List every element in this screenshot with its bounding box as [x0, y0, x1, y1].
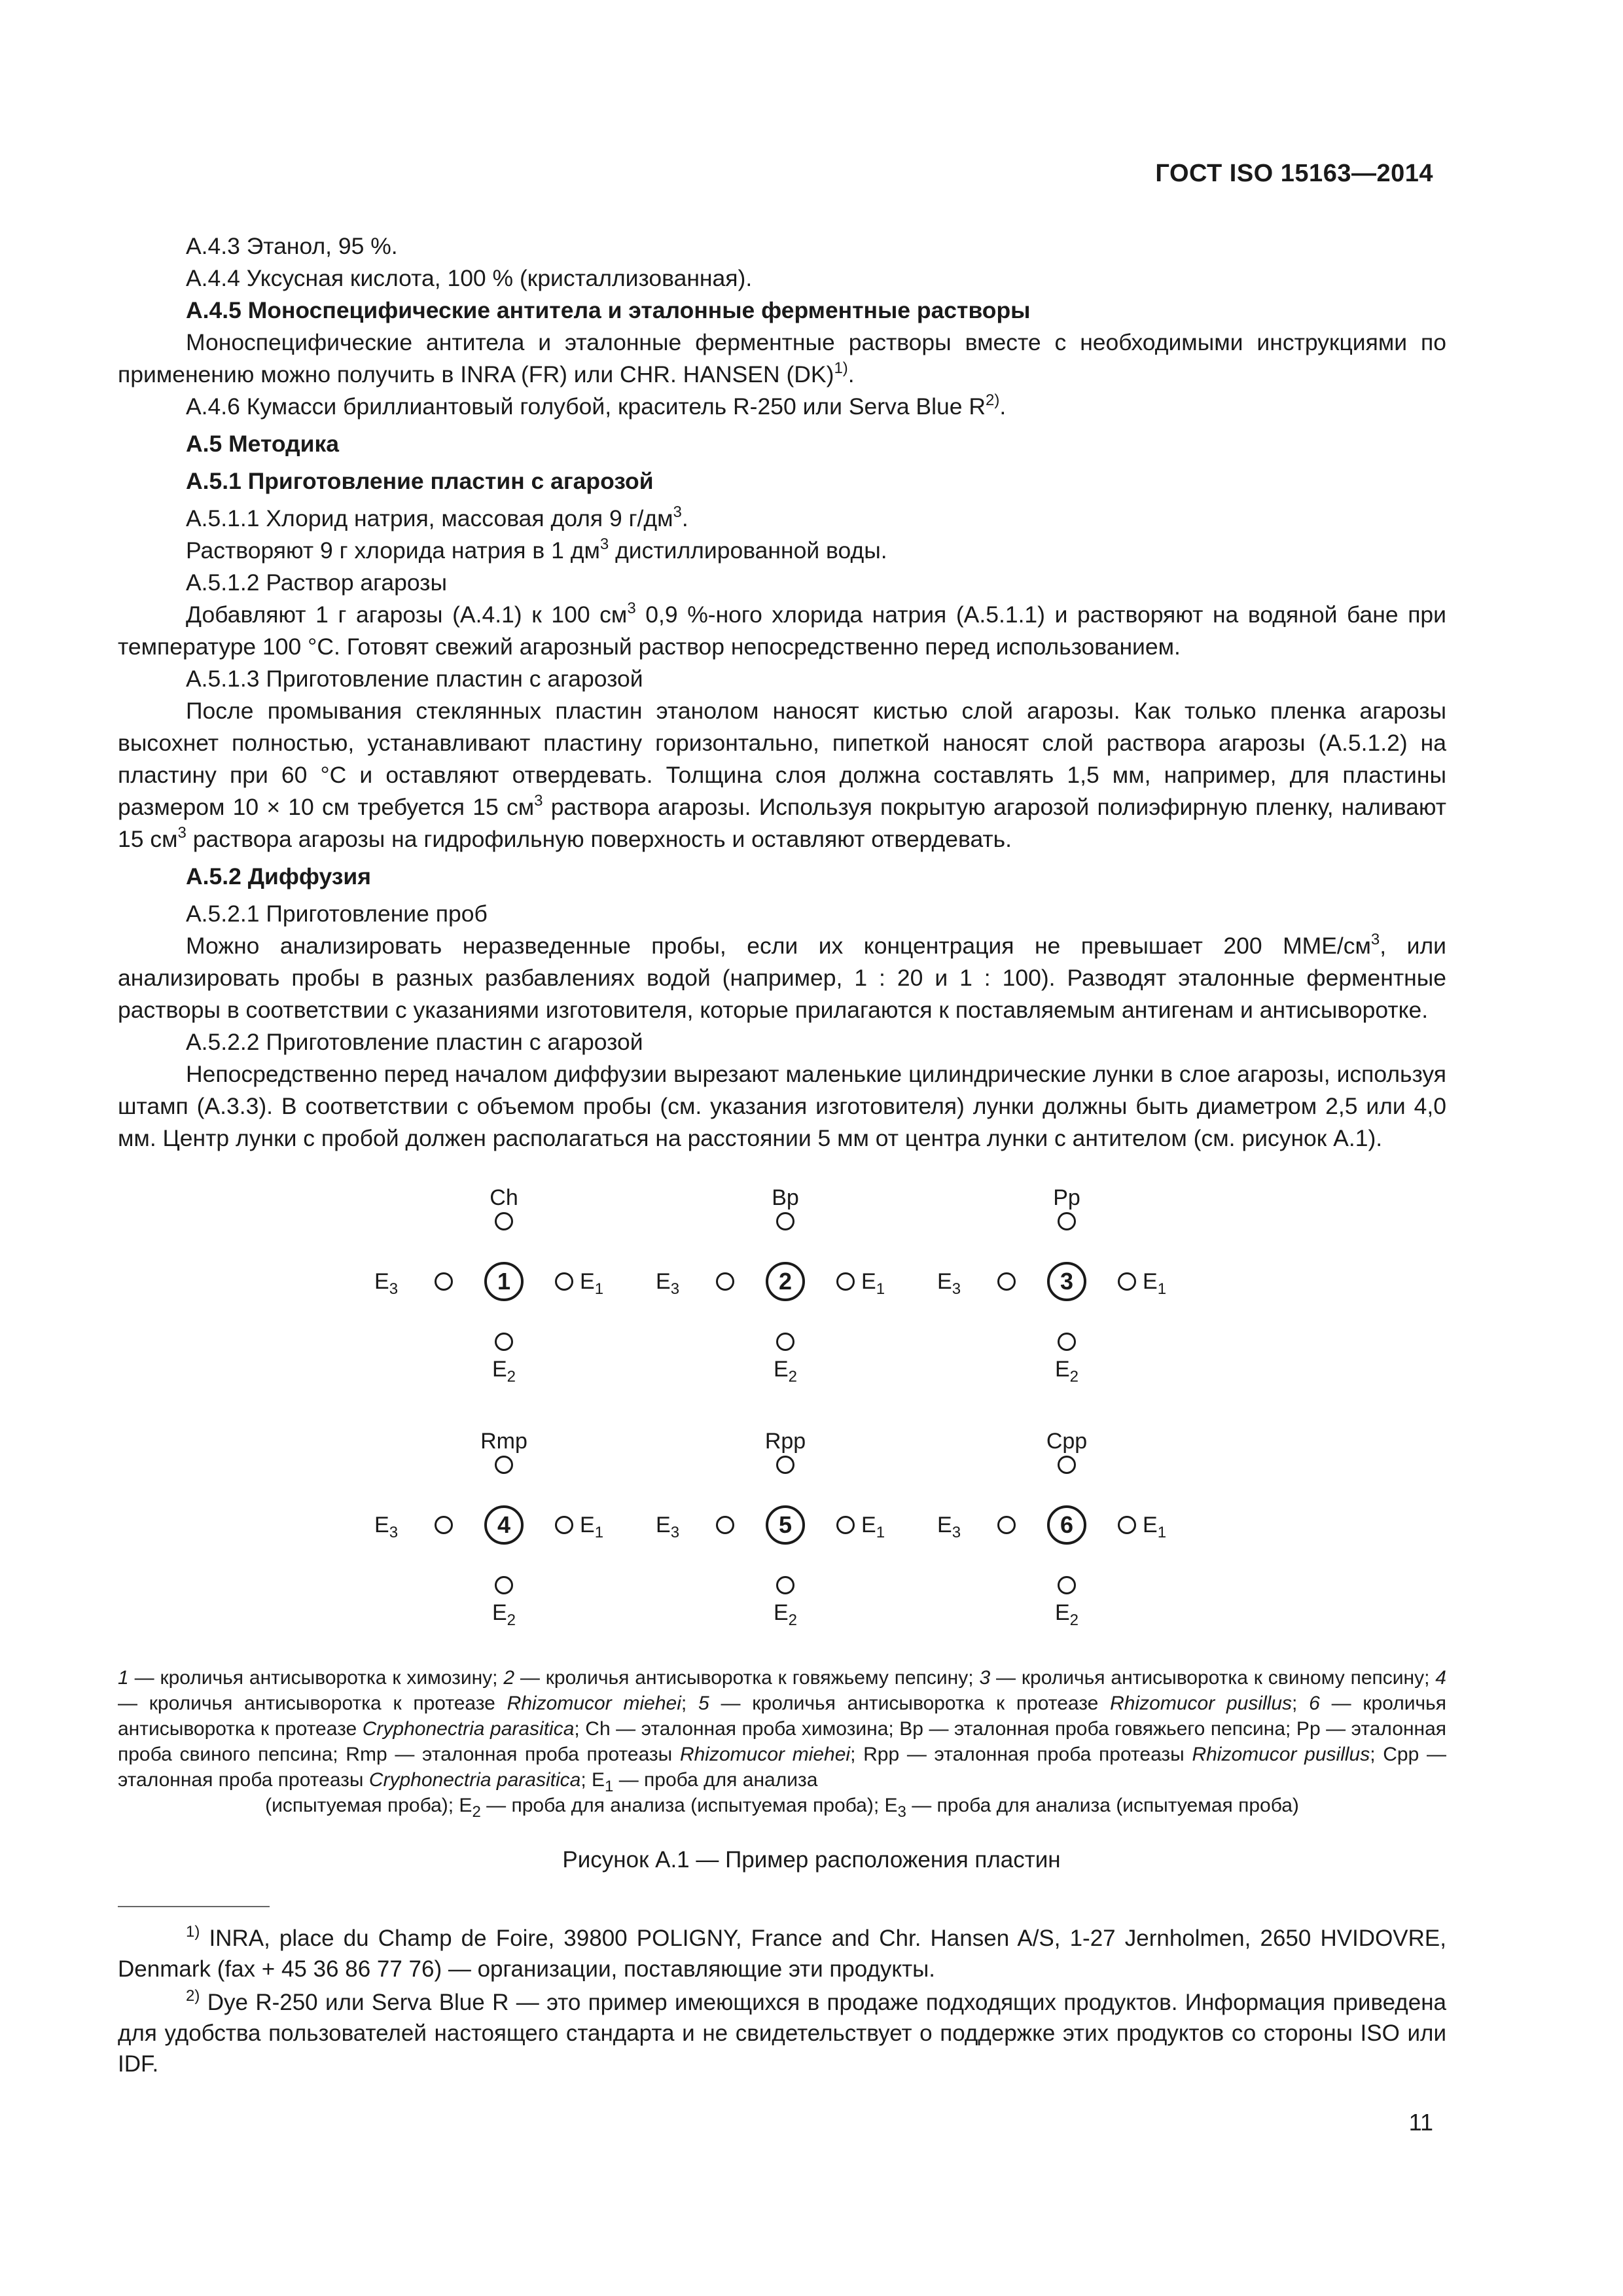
para-antibodies: Моноспецифические антитела и эталонные ферментные растворы вместе с необходимыми инструкциями по применению можно получить в INRA (FR) или CHR. HANSEN (DK)$^{1)}$. [118, 329, 1446, 387]
para-agarose-solution: Добавляют 1 г агарозы (А.4.1) к 100 $см^3$ 0,9 %-ного хлорида натрия (А.5.1.1) и растворяют на водяной бане при температуре 100 °С. Готовят свежий агарозный раствор непосредственно перед использованием. [118, 600, 1446, 660]
reference-well [776, 1212, 794, 1230]
e1-label: $E_1$ [580, 1269, 604, 1298]
antibody-well: 2 [766, 1262, 805, 1301]
well-group-4 [360, 1428, 648, 1638]
para-diffusion: Непосредственно перед началом диффузии вырезают маленькие цилиндрические лунки в слое агарозы, используя штамп (А.3.3). В соответствии с объемом пробы (см. указания изготовителя) лунки должны быть диаметром 2,5 или 4,0 мм. Центр лунки с пробой должен располагаться на расстоянии 5 мм от центра лунки с антителом (см. рисунок А.1). [118, 1061, 1446, 1151]
e2-label: $E_2$ [491, 1600, 516, 1629]
e3-well [716, 1272, 734, 1291]
figure-caption: Рисунок А.1 — Пример расположения пластин [562, 1847, 1061, 1873]
reference-label: Pp [1053, 1185, 1080, 1210]
antibody-well: 6 [1047, 1505, 1086, 1545]
footnote-ref-1: 1) [834, 359, 848, 377]
antibody-well: 5 [766, 1505, 805, 1545]
e1-well [836, 1516, 855, 1534]
heading-a-5: А.5 Методика [186, 431, 339, 457]
well-group-2 [641, 1185, 929, 1394]
e1-label: $E_1$ [861, 1269, 885, 1298]
para-a-4-3: А.4.3 Этанол, 95 %. [186, 233, 398, 259]
footnote-divider [118, 1906, 270, 1907]
para-a-5-1-1: А.5.1.1 Хлорид натрия, массовая доля 9 $г/дм^3$. [186, 503, 688, 531]
footnote-2: $^{2)}$ Dye R-250 или Serva Blue R — это пример имеющихся в продаже подходящих продуктов. Информация приведена для удобства пользователей настоящего стандарта и не свидетельствует о поддержке этих продуктов со стороны ISO или IDF. [118, 1987, 1446, 2077]
para-samples: Можно анализировать неразведенные пробы, если их концентрация не превышает 200 ММЕ/$см^3$, или анализировать пробы в разных разбавлениях водой (например, 1 : 20 и 1 : 100). Разводят эталонные ферментные растворы в соответствии с указаниями изготовителя, которые прилагаются к поставляемым антигенам и антисыворотке. [118, 931, 1446, 1023]
reference-well [495, 1456, 513, 1474]
para-a-5-2-1: А.5.2.1 Приготовление проб [186, 901, 488, 927]
e3-label: $E_3$ [937, 1269, 961, 1298]
footnotes [118, 1923, 1446, 2082]
reference-label: Rpp [764, 1429, 806, 1454]
para-a-4-6: А.4.6 Кумасси бриллиантовый голубой, краситель R-250 или Serva Blue $R^{2)}$. [186, 391, 1007, 420]
e3-well [997, 1516, 1016, 1534]
e3-well [435, 1272, 453, 1291]
e1-label: $E_1$ [1143, 1513, 1167, 1541]
legend-body: 1 — кроличья антисыворотка к химозину; 2 — кроличья антисыворотка к говяжьему пепсину; 3 — кроличья антисыворотка к свиному пепсину; 4 — кроличья антисыворотка к протеазе Rhizomucor miehei; 5 — кроличья антисыворотка к протеазе Rhizomucor pusillus; 6 — кроличья антисыворотка к протеазе Cryphonectria parasitica; Ch — эталонная проба химозина; Bp — эталонная проба говяжьего пепсина; Pp — эталонная проба свиного пепсина; Rmp — эталонная проба протеазы Rhizomucor miehei; Rpp — эталонная проба протеазы Rhizomucor pusillus; Cpp — эталонная проба протеазы Cryphonectria parasitica; $E_1$ — проба для анализа [118, 1667, 1447, 1795]
e2-well [1058, 1333, 1076, 1351]
e3-label: $E_3$ [656, 1513, 680, 1541]
figure-legend [118, 1665, 1447, 1821]
e1-well [836, 1272, 855, 1291]
well-group-6 [923, 1428, 1211, 1638]
para-plate-prep: После промывания стеклянных пластин этанолом наносят кистью слой агарозы. Как только пленка агарозы высохнет полностью, устанавливают пластину горизонтально, пипеткой наносят слой раствора агарозы (А.5.1.2) на пластину при 60 °С и оставляют отвердевать. Толщина слоя должна составлять 1,5 мм, например, для пластины размером 10 × 10 см требуется 15 $см^3$ раствора агарозы. Используя покрытую агарозой полиэфирную пленку, наливают 15 $см^3$ раствора агарозы на гидрофильную поверхность и оставляют отвердевать. [118, 698, 1446, 852]
well-group-1 [360, 1185, 648, 1394]
para-sodium-chloride: Растворяют 9 г хлорида натрия в 1 $дм^3$ дистиллированной воды. [186, 535, 887, 564]
e2-well [495, 1333, 513, 1351]
e2-label: $E_2$ [491, 1357, 516, 1386]
antibody-well: 1 [484, 1262, 524, 1301]
para-a-5-2-2: А.5.2.2 Приготовление пластин с агарозой [186, 1029, 643, 1055]
reference-well [495, 1212, 513, 1230]
reference-label: Cpp [1046, 1429, 1088, 1454]
figure-plate-layout [0, 1185, 1623, 1656]
e3-well [997, 1272, 1016, 1291]
heading-a-5-1: А.5.1 Приготовление пластин с агарозой [186, 468, 654, 494]
legend-last-line: (испытуемая проба); $E_2$ — проба для анализа (испытуемая проба); $E_3$ — проба для анализа (испытуемая проба) [265, 1795, 1299, 1821]
well-group-3 [923, 1185, 1211, 1394]
para-a-5-1-3: А.5.1.3 Приготовление пластин с агарозой [186, 666, 643, 692]
reference-well [776, 1456, 794, 1474]
e2-well [495, 1576, 513, 1594]
e3-label: $E_3$ [374, 1269, 399, 1298]
e2-label: $E_2$ [773, 1600, 798, 1629]
e2-label: $E_2$ [1054, 1600, 1079, 1629]
e1-label: $E_1$ [580, 1513, 604, 1541]
e1-well [1118, 1516, 1136, 1534]
e1-well [1118, 1272, 1136, 1291]
e1-label: $E_1$ [861, 1513, 885, 1541]
antibody-well: 4 [484, 1505, 524, 1545]
e1-well [555, 1272, 573, 1291]
reference-well [1058, 1456, 1076, 1474]
e3-label: $E_3$ [374, 1513, 399, 1541]
e3-label: $E_3$ [937, 1513, 961, 1541]
page-number: 11 [1408, 2109, 1433, 2136]
e1-well [555, 1516, 573, 1534]
reference-well [1058, 1212, 1076, 1230]
e3-label: $E_3$ [656, 1269, 680, 1298]
reference-label: Ch [490, 1185, 518, 1210]
para-a-4-4: А.4.4 Уксусная кислота, 100 % (кристаллизованная). [186, 265, 753, 291]
e2-label: $E_2$ [773, 1357, 798, 1386]
reference-label: Rmp [480, 1429, 527, 1454]
main-text [118, 230, 1446, 1155]
para-a-5-1-2: А.5.1.2 Раствор агарозы [186, 569, 447, 596]
reference-label: Bp [772, 1185, 799, 1210]
e2-label: $E_2$ [1054, 1357, 1079, 1386]
e2-well [776, 1333, 794, 1351]
heading-a-4-5: А.4.5 Моноспецифические антитела и эталонные ферментные растворы [186, 297, 1031, 323]
footnote-1: $^{1)}$ INRA, place du Champ de Foire, 39800 POLIGNY, France and Chr. Hansen A/S, 1-27 Jernholmen, 2650 HVIDOVRE, Denmark (fax + 45 36 86 77 76) — организации, поставляющие эти продукты. [118, 1923, 1446, 1982]
e2-well [1058, 1576, 1076, 1594]
e2-well [776, 1576, 794, 1594]
e1-label: $E_1$ [1143, 1269, 1167, 1298]
footnote-ref-2: 2) [985, 391, 1000, 409]
well-group-5 [641, 1428, 929, 1638]
e3-well [716, 1516, 734, 1534]
document-header: ГОСТ ISO 15163—2014 [1155, 160, 1433, 187]
antibody-well: 3 [1047, 1262, 1086, 1301]
heading-a-5-2: А.5.2 Диффузия [186, 863, 371, 889]
e3-well [435, 1516, 453, 1534]
